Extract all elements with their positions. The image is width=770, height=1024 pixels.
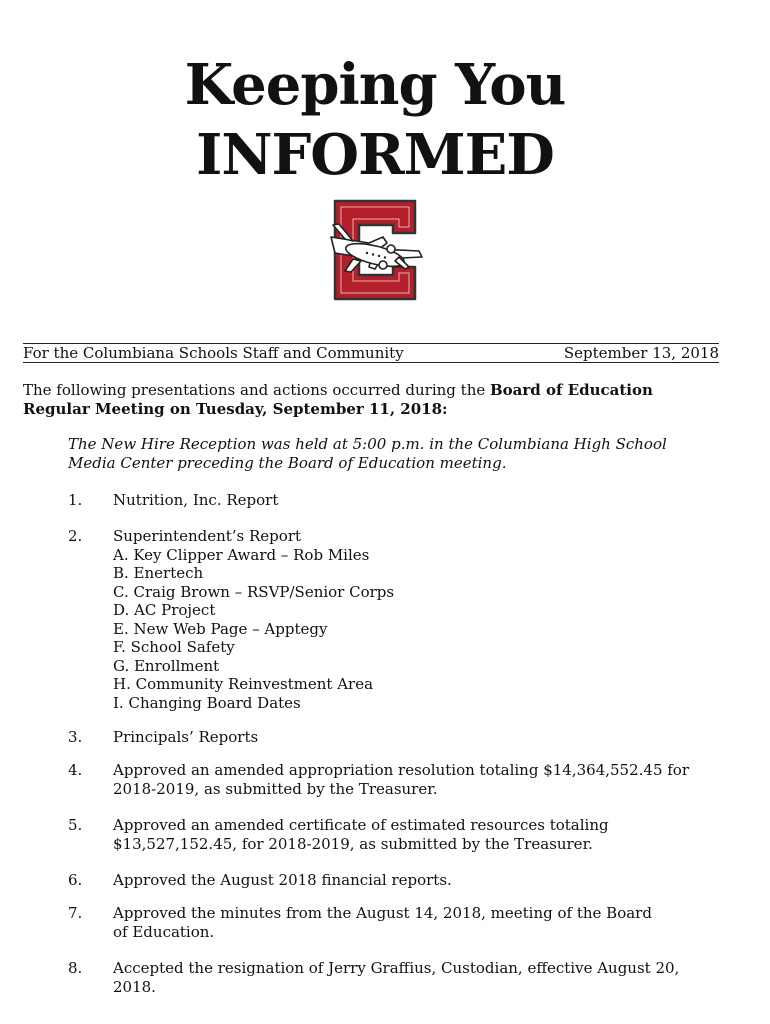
item-text: Accepted the resignation of Jerry Graffius, Custodian, effective August 20, 2018. [113,959,680,996]
title-line-2: INFORMED [196,122,554,188]
header-rule-bottom [23,362,719,363]
item-text: Approved the minutes from the August 14, 2018, meeting of the Board of Education. [113,904,652,941]
item-text: Approved the August 2018 financial reports. [113,871,452,889]
audience-line: For the Columbiana Schools Staff and Community [23,344,404,362]
sub-item: E. New Web Page – Apptegy [113,619,328,638]
sub-item: A. Key Clipper Award – Rob Miles [113,545,370,564]
sub-item: G. Enrollment [113,656,220,675]
item-text: Principals’ Reports [113,728,259,746]
reception-note: The New Hire Reception was held at 5:00 p.m. in the Columbiana High School Media Center preceding the Board of Education meeting. [68,435,667,472]
sub-item: B. Enertech [113,564,204,582]
intro-meeting: Board of Education Regular Meeting on Tuesday, September 11, 2018: [23,381,653,418]
item-text: Approved an amended appropriation resolution totaling $14,364,552.45 for 2018-2019, as submitted by the Treasurer. [113,761,690,798]
sub-item: C. Craig Brown – RSVP/Senior Corps [113,582,395,601]
sub-item: F. School Safety [113,638,235,656]
superintendent-report [113,527,723,712]
item-text: Approved an amended certificate of estimated resources totaling $13,527,152.45, for 2018-2019, as submitted by the Treasurer. [113,816,609,853]
item-text: Nutrition, Inc. Report [113,491,279,509]
item-number: 6. [68,871,83,889]
newsletter-date: September 13, 2018 [563,344,719,362]
intro-paragraph [23,381,723,419]
sub-item: I. Changing Board Dates [113,693,301,712]
clipper-logo-icon [325,197,425,303]
item-number: 4. [68,761,83,779]
item-number: 5. [68,816,83,834]
item-number: 7. [68,904,83,922]
title-line-1: Keeping You [184,52,566,118]
item-number: 2. [68,527,83,545]
item-number: 1. [68,491,83,509]
intro-text: The following presentations and actions occurred during the [23,381,490,399]
item-text: Superintendent’s Report [113,527,302,545]
item-number: 3. [68,728,83,746]
sub-item: H. Community Reinvestment Area [113,675,374,693]
sub-item: D. AC Project [113,601,216,619]
newsletter-title [0,50,750,190]
item-number: 8. [68,959,83,977]
